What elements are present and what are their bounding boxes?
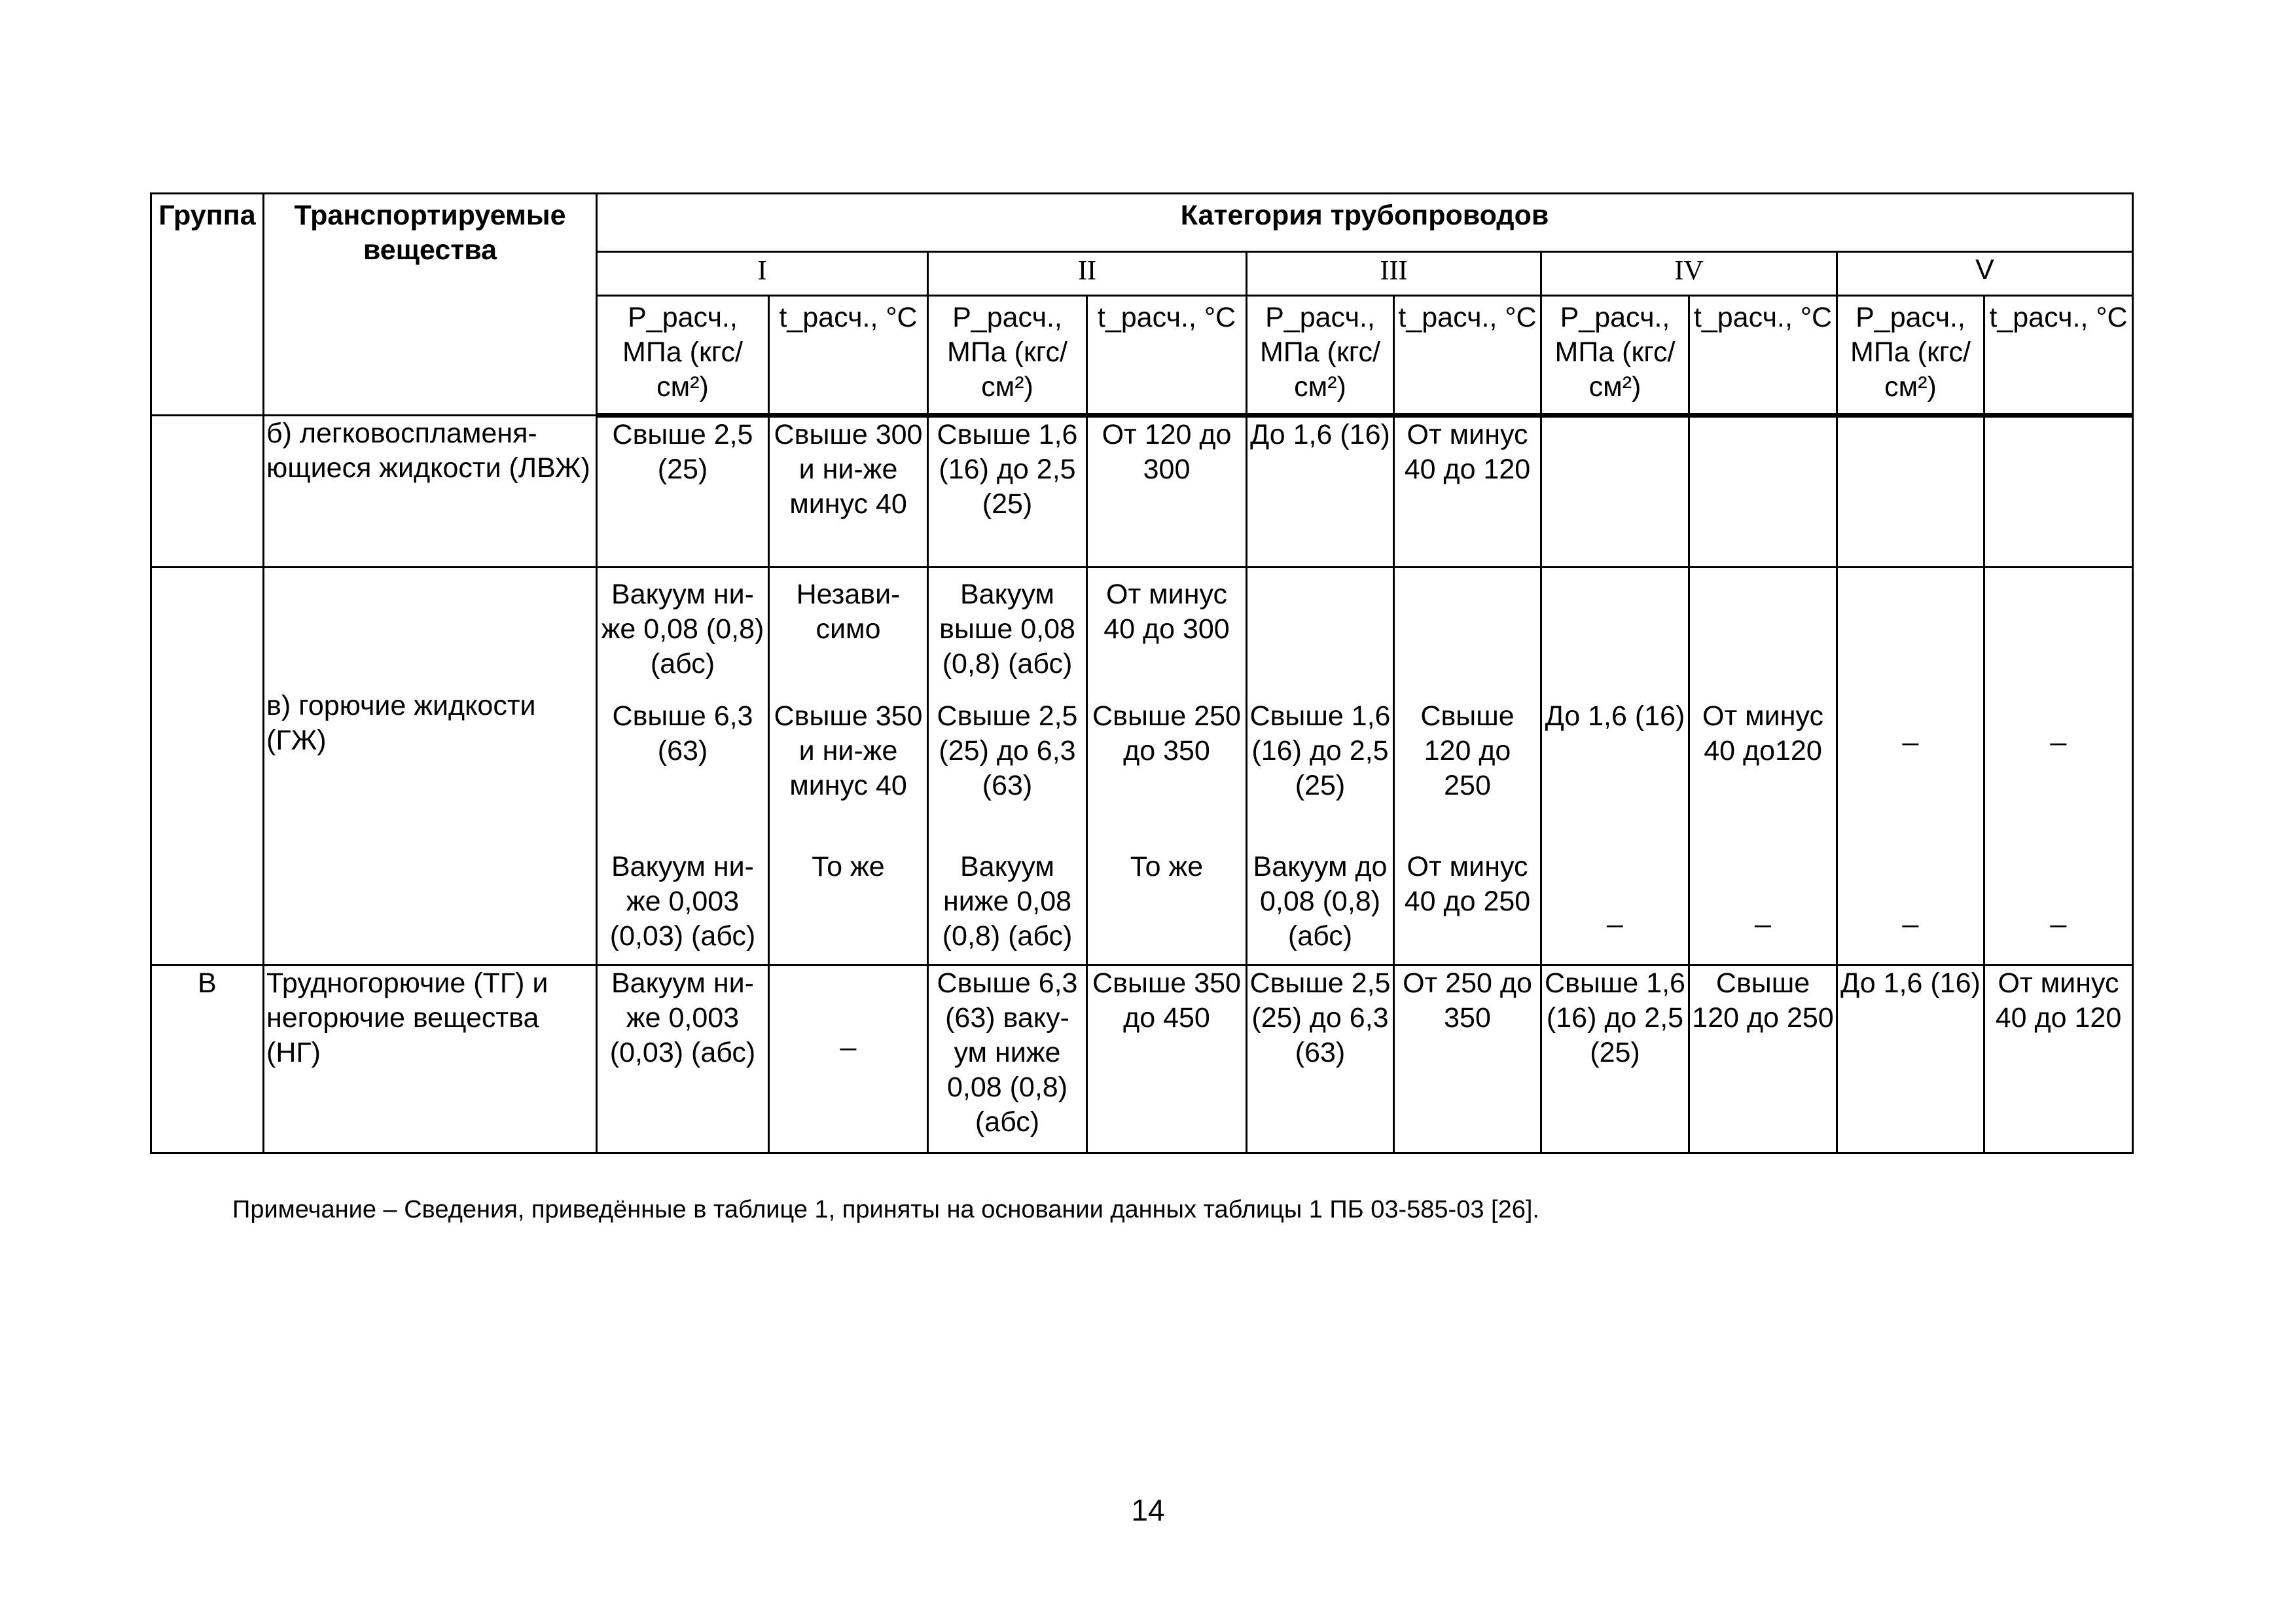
row-substance: б) легковоспламеня-ющиеся жидкости (ЛВЖ) bbox=[264, 416, 597, 568]
cell-value: Свыше 120 до 250 bbox=[1689, 965, 1837, 1153]
header-t-2: t_расч., °С bbox=[1087, 296, 1247, 416]
cell-value: Свыше 350 и ни-же минус 40 bbox=[774, 700, 923, 801]
cell-value: Вакуум ни-же 0,08 (0,8) (абс) bbox=[601, 579, 764, 679]
cell-group bbox=[769, 568, 928, 965]
cell-value: Свыше 350 до 450 bbox=[1087, 965, 1247, 1153]
cell-value: Свыше 2,5 (25) до 6,3 (63) bbox=[1247, 965, 1394, 1153]
cell-value: Свыше 6,3 (63) ваку-ум ниже 0,08 (0,8) (абс) bbox=[928, 965, 1087, 1153]
cell-dash: _ bbox=[1903, 715, 1918, 746]
header-category-4: IV bbox=[1541, 252, 1837, 296]
cell-value: До 1,6 (16) bbox=[1837, 965, 1984, 1153]
cell-value: То же bbox=[1130, 851, 1204, 882]
cell-group bbox=[928, 568, 1087, 965]
table-note: Примечание – Сведения, приведённые в таблице 1, приняты на основании данных таблицы 1 ПБ 03-585-03 [26]. bbox=[232, 1196, 1539, 1223]
cell-value: Свыше 120 до 250 bbox=[1420, 700, 1515, 801]
cell-value: Вакуум выше 0,08 (0,8) (абс) bbox=[939, 579, 1075, 679]
row-group: В bbox=[151, 965, 264, 1153]
cell-group bbox=[1837, 568, 1984, 965]
cell-group bbox=[1689, 568, 1837, 965]
cell-group bbox=[1984, 568, 2133, 965]
table-row bbox=[151, 965, 2133, 1153]
cell-value: Вакуум ни-же 0,003 (0,03) (абс) bbox=[609, 851, 756, 952]
cell-value: Свыше 1,6 (16) до 2,5 (25) bbox=[1249, 700, 1391, 801]
cell-dash: _ bbox=[1903, 897, 1918, 928]
header-group: Группа bbox=[151, 194, 264, 416]
header-t-4: t_расч., °С bbox=[1689, 296, 1837, 416]
header-t-1: t_расч., °С bbox=[769, 296, 928, 416]
cell-value: От минус 40 до120 bbox=[1702, 700, 1823, 767]
cell-value: От минус 40 до 300 bbox=[1103, 579, 1230, 645]
cell-group bbox=[769, 965, 928, 1153]
header-category: Категория трубопроводов bbox=[597, 194, 2133, 252]
header-category-2: II bbox=[928, 252, 1247, 296]
header-category-1: I bbox=[597, 252, 928, 296]
header-t-5: t_расч., °С bbox=[1984, 296, 2133, 416]
page-number: 14 bbox=[1131, 1493, 1165, 1527]
cell-dash: _ bbox=[1755, 897, 1771, 928]
cell-value: От минус 40 до 120 bbox=[1394, 416, 1541, 568]
table-row bbox=[151, 568, 2133, 965]
header-category-5: V bbox=[1837, 252, 2133, 296]
cell-value: Свыше 6,3 (63) bbox=[612, 700, 753, 767]
cell-value bbox=[1689, 416, 1837, 568]
cell-value: От минус 40 до 120 bbox=[1984, 965, 2133, 1153]
row-group bbox=[151, 568, 264, 965]
table-row bbox=[151, 416, 2133, 568]
header-p-4: P_расч., МПа (кгс/см²) bbox=[1541, 296, 1689, 416]
cell-dash: _ bbox=[2051, 897, 2066, 928]
cell-value bbox=[1984, 416, 2133, 568]
header-p-2: P_расч., МПа (кгс/см²) bbox=[928, 296, 1087, 416]
header-category-3: III bbox=[1247, 252, 1541, 296]
cell-value: Свыше 250 до 350 bbox=[1092, 700, 1241, 767]
pipeline-category-table bbox=[150, 192, 2134, 1154]
cell-value: Свыше 2,5 (25) bbox=[597, 416, 769, 568]
cell-group bbox=[1394, 568, 1541, 965]
row-group bbox=[151, 416, 264, 568]
row-substance-label: в) горючие жидкости (ГЖ) bbox=[266, 690, 536, 756]
cell-value: От 250 до 350 bbox=[1394, 965, 1541, 1153]
row-substance: Трудногорючие (ТГ) и негорючие вещества (НГ) bbox=[264, 965, 597, 1153]
cell-dash: _ bbox=[2051, 715, 2066, 746]
cell-group bbox=[597, 568, 769, 965]
header-p-3: P_расч., МПа (кгс/см²) bbox=[1247, 296, 1394, 416]
cell-value: Вакуум до 0,08 (0,8) (абс) bbox=[1253, 851, 1388, 952]
cell-value: Незави-симо bbox=[796, 579, 901, 645]
cell-group bbox=[1247, 568, 1394, 965]
cell-value: То же bbox=[812, 851, 885, 882]
cell-dash: _ bbox=[1607, 897, 1623, 928]
cell-value: До 1,6 (16) bbox=[1247, 416, 1394, 568]
cell-value: От 120 до 300 bbox=[1087, 416, 1247, 568]
header-p-1: P_расч., МПа (кгс/см²) bbox=[597, 296, 769, 416]
cell-dash: _ bbox=[840, 1020, 856, 1051]
header-t-3: t_расч., °С bbox=[1394, 296, 1541, 416]
cell-value: Свыше 300 и ни-же минус 40 bbox=[769, 416, 928, 568]
cell-value: Свыше 2,5 (25) до 6,3 (63) bbox=[937, 700, 1078, 801]
cell-value: От минус 40 до 250 bbox=[1404, 851, 1531, 917]
cell-value: Вакуум ниже 0,08 (0,8) (абс) bbox=[942, 851, 1073, 952]
cell-value bbox=[1837, 416, 1984, 568]
row-substance bbox=[264, 568, 597, 965]
cell-group bbox=[1087, 568, 1247, 965]
cell-group bbox=[1541, 568, 1689, 965]
cell-value: Свыше 1,6 (16) до 2,5 (25) bbox=[928, 416, 1087, 568]
header-substances: Транспортируемые вещества bbox=[264, 194, 597, 416]
header-p-5: P_расч., МПа (кгс/см²) bbox=[1837, 296, 1984, 416]
cell-value: Вакуум ни-же 0,003 (0,03) (абс) bbox=[597, 965, 769, 1153]
cell-value bbox=[1541, 416, 1689, 568]
cell-value: Свыше 1,6 (16) до 2,5 (25) bbox=[1541, 965, 1689, 1153]
cell-value: До 1,6 (16) bbox=[1545, 700, 1685, 732]
